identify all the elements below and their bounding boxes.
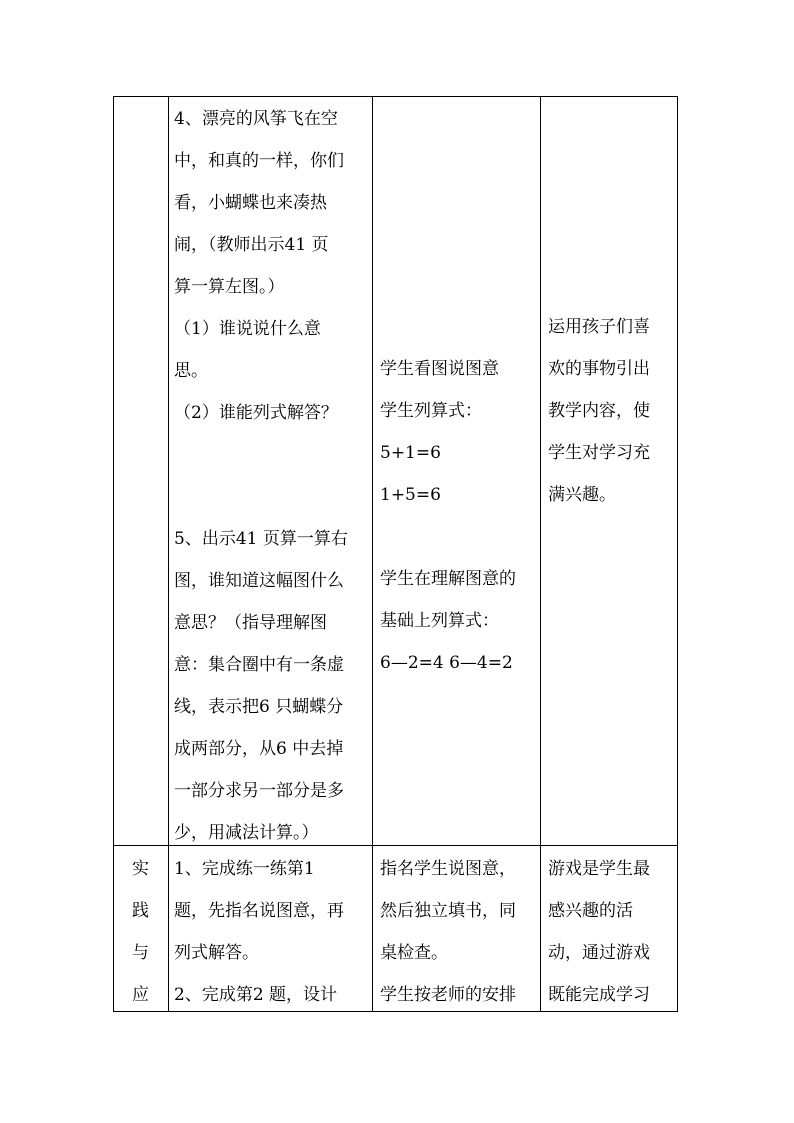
row2-student-activity	[380, 848, 538, 1016]
design-intent-line: 欢的事物引出	[548, 359, 650, 379]
design-intent-line: 游戏是学生最	[548, 859, 650, 879]
design-intent-line: 满兴趣。	[548, 485, 616, 505]
teacher-activity-line: （2）谁能列式解答？	[174, 403, 338, 423]
teacher-activity-line	[174, 434, 370, 476]
teacher-activity-line: 算一算左图。）	[174, 277, 285, 297]
row2-section-label	[113, 848, 168, 1016]
table-border-right	[677, 96, 678, 1012]
student-activity-line: 学生看图说图意	[380, 359, 499, 379]
teacher-activity-line	[174, 476, 370, 518]
student-activity-line: 5+1=6	[380, 443, 441, 463]
teacher-activity-line: 5、出示41 页算一算右	[174, 529, 348, 549]
teacher-activity-line: 1、完成练一练第1	[174, 859, 315, 879]
section-label-line: 与	[132, 943, 149, 963]
teacher-activity-line: 一部分求另一部分是多	[174, 781, 344, 801]
row1-student-activity	[380, 348, 538, 684]
teacher-activity-line: 图，谁知道这幅图什么	[174, 571, 344, 591]
teacher-activity-line: 看，小蝴蝶也来凑热	[174, 193, 327, 213]
design-intent-line: 运用孩子们喜	[548, 317, 650, 337]
row2-teacher-activity	[174, 848, 370, 1016]
design-intent-line: 学生对学习充	[548, 443, 650, 463]
teacher-activity-line: 列式解答。	[174, 943, 259, 963]
teacher-activity-line: 中，和真的一样，你们	[174, 151, 344, 171]
table-divider-2	[372, 96, 373, 1012]
design-intent-line: 感兴趣的活	[548, 901, 633, 921]
teacher-activity-line: 4、漂亮的风筝飞在空	[174, 109, 338, 129]
table-divider-3	[540, 96, 541, 1012]
teacher-activity-line: （1）谁说说什么意	[174, 319, 321, 339]
student-activity-line: 学生按老师的安排	[380, 985, 516, 1005]
student-activity-line: 学生列算式：	[380, 401, 482, 421]
student-activity-line: 6—2=4 6—4=2	[380, 653, 513, 673]
design-intent-line: 既能完成学习	[548, 985, 650, 1005]
student-activity-line: 然后独立填书，同	[380, 901, 516, 921]
student-activity-line: 学生在理解图意的	[380, 569, 516, 589]
teacher-activity-line: 思。	[174, 361, 208, 381]
student-activity-line: 指名学生说图意，	[380, 859, 516, 879]
section-label-line: 践	[132, 901, 149, 921]
student-activity-line: 基础上列算式：	[380, 611, 499, 631]
teacher-activity-line: 题，先指名说图意，再	[174, 901, 344, 921]
row2-design-intent	[548, 848, 676, 1016]
teacher-activity-line: 成两部分，从6 中去掉	[174, 739, 344, 759]
table-border-top	[113, 96, 678, 97]
student-activity-line	[380, 516, 538, 558]
design-intent-line: 动，通过游戏	[548, 943, 650, 963]
design-intent-line: 教学内容，使	[548, 401, 650, 421]
teacher-activity-line: 意：集合圈中有一条虚	[174, 655, 344, 675]
row1-teacher-activity	[174, 98, 370, 854]
row1-design-intent	[548, 306, 676, 516]
teacher-activity-line: 闹，（教师出示41 页	[174, 235, 329, 255]
table-divider-1	[168, 96, 169, 1012]
teacher-activity-line: 2、完成第2 题，设计	[174, 985, 338, 1005]
student-activity-line: 1+5=6	[380, 485, 441, 505]
teacher-activity-line: 意思？（指导理解图	[174, 613, 327, 633]
section-label-line: 实	[132, 859, 149, 879]
teacher-activity-line: 线，表示把6 只蝴蝶分	[174, 697, 344, 717]
teacher-activity-line: 少，用减法计算。）	[174, 823, 319, 843]
section-label-line: 应	[132, 985, 149, 1005]
student-activity-line: 桌检查。	[380, 943, 448, 963]
